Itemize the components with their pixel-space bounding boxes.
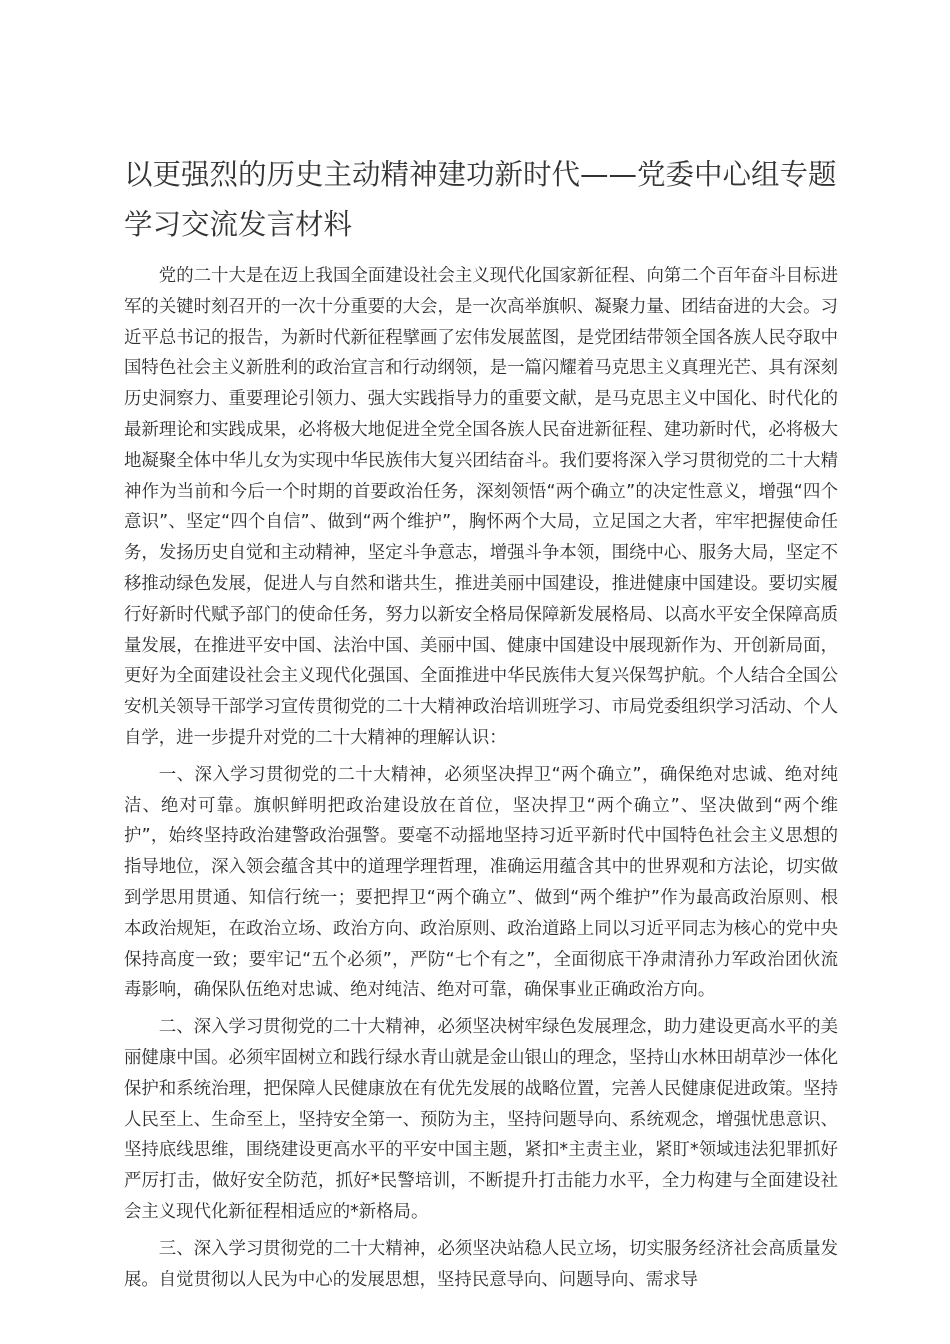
section-one-paragraph: 一、深入学习贯彻党的二十大精神，必须坚决捍卫“两个确立”，确保绝对忠诚、绝对纯洁、绝对可靠。旗帜鲜明把政治建设放在首位，坚决捍卫“两个确立”、坚决做到“两个维护”，始终坚持政治建警政治强警。要毫不动摇地坚持习近平新时代中国特色社会主义思想的指导地位，深入领会蕴含其中的道理学理哲理，准确运用蕴含其中的世界观和方法论，切实做到学思用贯通、知信行统一；要把捍卫“两个确立”、做到“两个维护”作为最高政治原则、根本政治规矩，在政治立场、政治方向、政治原则、政治道路上同以习近平同志为核心的党中央保持高度一致；要牢记“五个必须”，严防“七个有之”，全面彻底干净肃清孙力军政治团伙流毒影响，确保队伍绝对忠诚、绝对纯洁、绝对可靠，确保事业正确政治方向。 (124, 764, 838, 1001)
section-three-paragraph: 三、深入学习贯彻党的二十大精神，必须坚决站稳人民立场，切实服务经济社会高质量发展。自觉贯彻以人民为中心的发展思想，坚持民意导向、问题导向、需求导 (124, 1238, 838, 1290)
document-page (124, 150, 838, 1301)
document-title: 以更强烈的历史主动精神建功新时代——党委中心组专题学习交流发言材料 (124, 158, 837, 241)
section-two-paragraph: 二、深入学习贯彻党的二十大精神，必须坚决树牢绿色发展理念，助力建设更高水平的美丽健康中国。必须牢固树立和践行绿水青山就是金山银山的理念，坚持山水林田胡草沙一体化保护和系统治理，把保障人民健康放在有优先发展的战略位置，完善人民健康促进政策。坚持人民至上、生命至上，坚持安全第一、预防为主，坚持问题导向、系统观念，增强忧患意识、坚持底线思维，围绕建设更高水平的平安中国主题，紧扣*主责主业，紧盯*领域违法犯罪抓好严厉打击，做好安全防范，抓好*民警培训，不断提升打击能力水平，全力构建与全面建设社会主义现代化新征程相适应的*新格局。 (124, 1017, 838, 1222)
intro-paragraph: 党的二十大是在迈上我国全面建设社会主义现代化国家新征程、向第二个百年奋斗目标进军的关键时刻召开的一次十分重要的大会，是一次高举旗帜、凝聚力量、团结奋进的大会。习近平总书记的报告，为新时代新征程擘画了宏伟发展蓝图，是党团结带领全国各族人民夺取中国特色社会主义新胜利的政治宣言和行动纲领，是一篇闪耀着马克思主义真理光芒、具有深刻历史洞察力、重要理论引领力、强大实践指导力的重要文献，是马克思主义中国化、时代化的最新理论和实践成果，必将极大地促进全党全国各族人民奋进新征程、建功新时代，必将极大地凝聚全体中华儿女为实现中华民族伟大复兴团结奋斗。我们要将深入学习贯彻党的二十大精神作为当前和今后一个时期的首要政治任务，深刻领悟“两个确立”的决定性意义，增强“四个意识”、坚定“四个自信”、做到“两个维护”，胸怀两个大局，立足国之大者，牢牢把握使命任务，发扬历史自觉和主动精神，坚定斗争意志，增强斗争本领，围绕中心、服务大局，坚定不移推动绿色发展，促进人与自然和谐共生，推进美丽中国建设，推进健康中国建设。要切实履行好新时代赋予部门的使命任务，努力以新安全格局保障新发展格局、以高水平安全保障高质量发展，在推进平安中国、法治中国、美丽中国、健康中国建设中展现新作为、开创新局面，更好为全面建设社会主义现代化强国、全面推进中华民族伟大复兴保驾护航。个人结合全国公安机关领导干部学习宣传贯彻党的二十大精神政治培训班学习、市局党委组织学习活动、个人自学，进一步提升对党的二十大精神的理解认识： (124, 266, 838, 748)
